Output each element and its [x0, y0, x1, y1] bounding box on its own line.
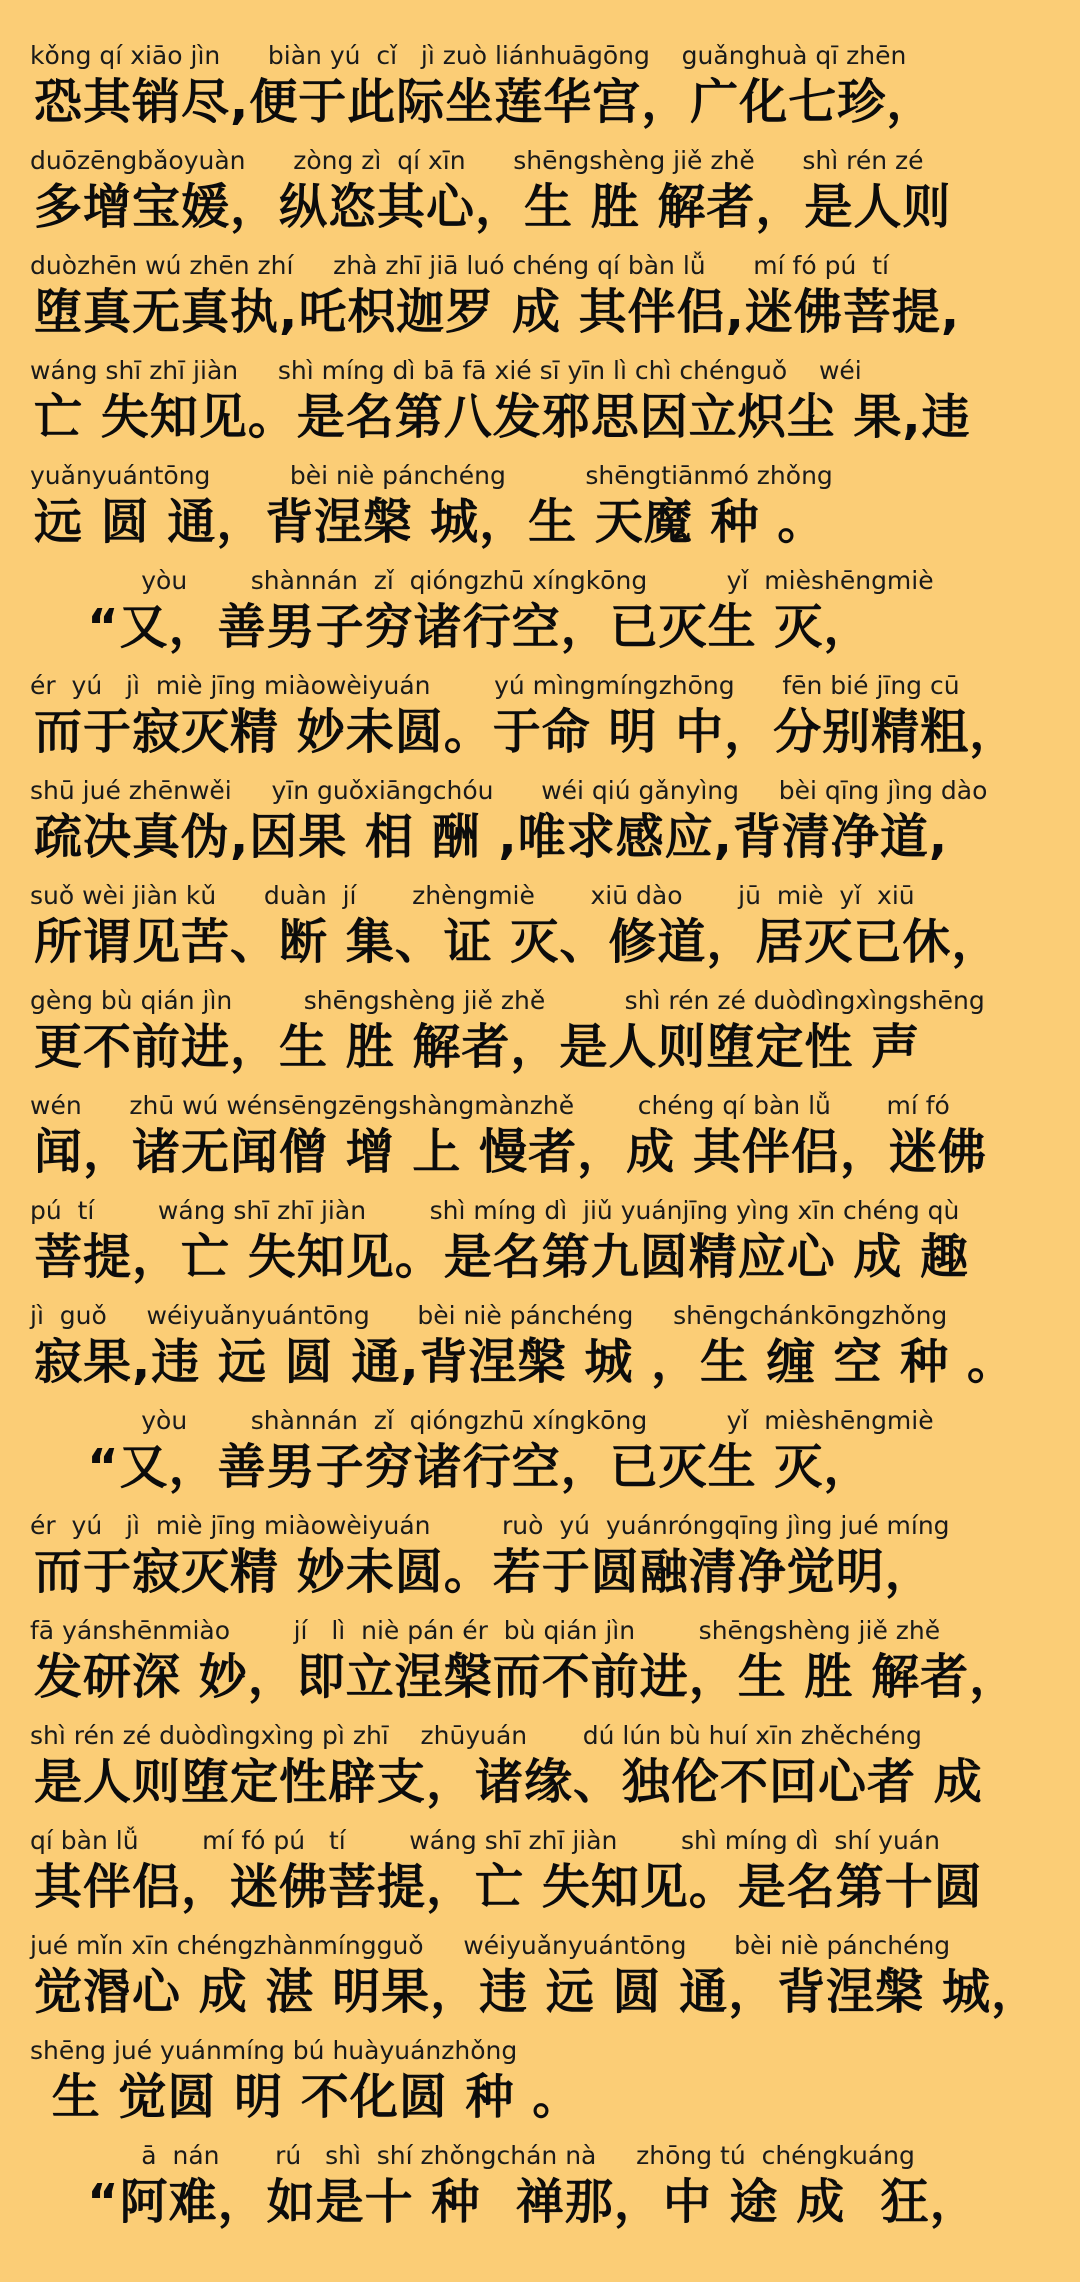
pinyin-line: ér yú jì miè jīng miàowèiyuán ruò yú yuánróngqīng jìng jué míng — [30, 1511, 950, 1540]
hanzi-line: 发研深 妙，即立涅槃而不前进，生 胜 解者， — [34, 1649, 1019, 1705]
hanzi-line: 多增宝媛，纵恣其心，生 胜 解者，是人则 — [34, 179, 952, 235]
hanzi-line: 闻，诸无闻僧 增 上 慢者，成 其伴侣，迷佛 — [34, 1124, 987, 1180]
hanzi-line: 是人则堕定性辟支，诸缘、独伦不回心者 成 — [34, 1754, 983, 1810]
pinyin-line: ér yú jì miè jīng miàowèiyuán yú mìngmíngzhōng fēn bié jīng cū — [30, 671, 960, 700]
pinyin-line: duòzhēn wú zhēn zhí zhà zhī jiā luó chéng qí bàn lǚ mí fó pú tí — [30, 251, 889, 280]
hanzi-line: 觉湣心 成 湛 明果，违 远 圆 通，背涅槃 城， — [34, 1964, 1040, 2020]
hanzi-line: 亡 失知见。是名第八发邪思因立炽尘 果,违 — [34, 389, 971, 445]
pinyin-line: suǒ wèi jiàn kǔ duàn jí zhèngmiè xiū dào jū miè yǐ xiū — [30, 881, 915, 910]
pinyin-line: jì guǒ wéiyuǎnyuántōng bèi niè pánchéng shēngchánkōngzhǒng — [30, 1301, 948, 1330]
pinyin-line: gèng bù qián jìn shēngshèng jiě zhě shì rén zé duòdìngxìngshēng — [30, 986, 985, 1015]
hanzi-line: 堕真无真执,吒枳迦罗 成 其伴侣,迷佛菩提, — [34, 284, 961, 340]
hanzi-line: 寂果,违 远 圆 通,背涅槃 城 ，生 缠 空 种 。 — [34, 1334, 1016, 1390]
hanzi-line: 恐其销尽,便于此际坐莲华宫，广化七珍， — [34, 74, 936, 130]
hanzi-line: 生 觉圆 明 不化圆 种 。 — [34, 2069, 582, 2125]
pinyin-line: shì rén zé duòdìngxìng pì zhī zhūyuán dú lún bù huí xīn zhěchéng — [30, 1721, 922, 1750]
pinyin-line: kǒng qí xiāo jìn biàn yú cǐ jì zuò liánhuāgōng guǎnghuà qī zhēn — [30, 41, 907, 70]
hanzi-line: 远 圆 通，背涅槃 城，生 天魔 种 。 — [34, 494, 827, 550]
hanzi-line: “又，善男子穷诸行空，已灭生 灭， — [34, 599, 873, 655]
pinyin-line: jué mǐn xīn chéngzhànmíngguǒ wéiyuǎnyuántōng bèi niè pánchéng — [30, 1931, 951, 1960]
hanzi-line: 其伴侣，迷佛菩提，亡 失知见。是名第十圆 — [34, 1859, 983, 1915]
hanzi-line: 而于寂灭精 妙未圆。于命 明 中，分别精粗， — [34, 704, 1019, 760]
pinyin-line: duōzēngbǎoyuàn zòng zì qí xīn shēngshèng jiě zhě shì rén zé — [30, 146, 924, 175]
pinyin-line: pú tí wáng shī zhī jiàn shì míng dì jiǔ yuánjīng yìng xīn chéng qù — [30, 1196, 960, 1225]
hanzi-line: 更不前进，生 胜 解者，是人则堕定性 声 — [34, 1019, 921, 1075]
pinyin-line: wáng shī zhī jiàn shì míng dì bā fā xié sī yīn lì chì chénguǒ wéi — [30, 356, 862, 385]
pinyin-line: ā nán rú shì shí zhǒngchán nà zhōng tú chéngkuáng — [30, 2141, 915, 2170]
hanzi-line: 而于寂灭精 妙未圆。若于圆融清净觉明， — [34, 1544, 934, 1600]
pinyin-line: yuǎnyuántōng bèi niè pánchéng shēngtiānmó zhǒng — [30, 461, 833, 490]
pinyin-line: yòu shànnán zǐ qióngzhū xíngkōng yǐ mièshēngmiè — [30, 1406, 934, 1435]
hanzi-line: 疏决真伪,因果 相 酬 ,唯求感应,背清净道, — [34, 809, 949, 865]
hanzi-line: “阿难，如是十 种 禅那，中 途 成 狂， — [34, 2174, 979, 2230]
pinyin-line: shū jué zhēnwěi yīn guǒxiāngchóu wéi qiú gǎnyìng bèi qīng jìng dào — [30, 776, 988, 805]
pinyin-line: yòu shànnán zǐ qióngzhū xíngkōng yǐ mièshēngmiè — [30, 566, 934, 595]
pinyin-line: wén zhū wú wénsēngzēngshàngmànzhě chéng qí bàn lǚ mí fó — [30, 1091, 950, 1120]
pinyin-line: qí bàn lǚ mí fó pú tí wáng shī zhī jiàn shì míng dì shí yuán — [30, 1826, 940, 1855]
hanzi-line: “又，善男子穷诸行空，已灭生 灭， — [34, 1439, 873, 1495]
hanzi-line: 菩提，亡 失知见。是名第九圆精应心 成 趣 — [34, 1229, 970, 1285]
hanzi-line: 所谓见苦、断 集、证 灭、修道，居灭已休， — [34, 914, 1001, 970]
pinyin-line: shēng jué yuánmíng bú huàyuánzhǒng — [30, 2036, 518, 2065]
pinyin-line: fā yánshēnmiào jí lì niè pán ér bù qián jìn shēngshèng jiě zhě — [30, 1616, 941, 1645]
